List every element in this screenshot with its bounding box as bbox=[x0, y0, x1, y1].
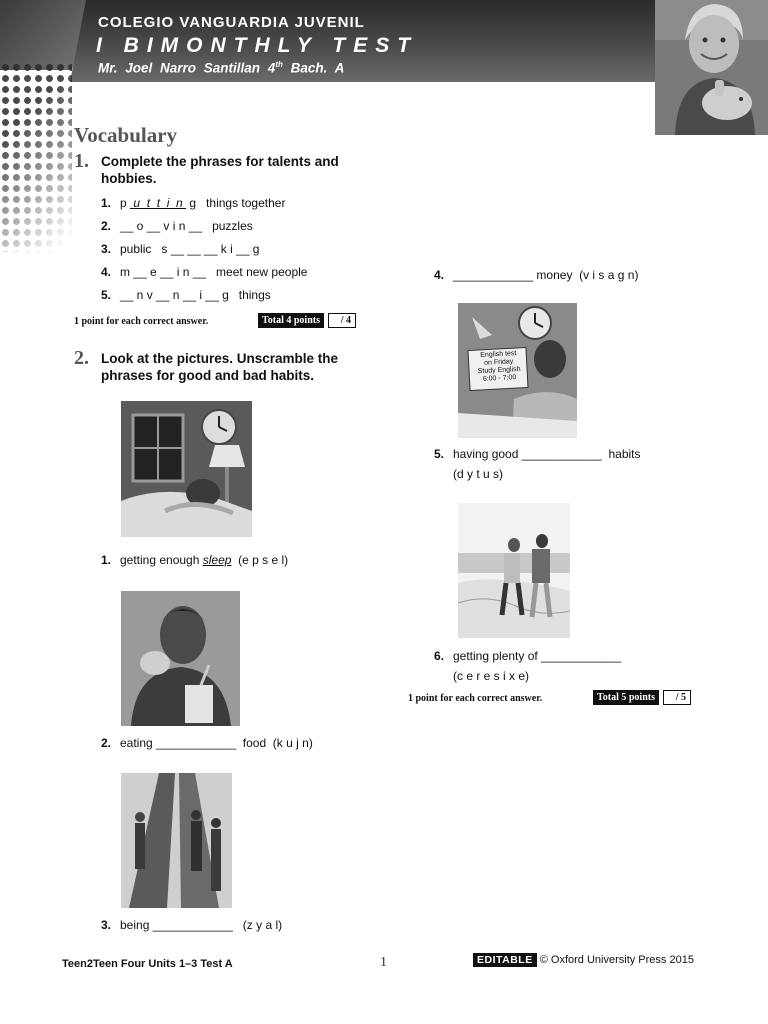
question-2-number: 2. bbox=[74, 347, 89, 369]
q2-total-score: / 5 bbox=[663, 690, 691, 705]
q2-points-note: 1 point for each correct answer. bbox=[408, 693, 543, 704]
footer-copyright bbox=[473, 953, 694, 967]
editable-badge: EDITABLE bbox=[473, 953, 537, 967]
study-sign-text: English test on Friday Study English 6:00 - 7:00 bbox=[477, 350, 521, 383]
q2-total-label: Total 5 points bbox=[593, 690, 659, 705]
copyright-text: © Oxford University Press 2015 bbox=[539, 954, 694, 966]
q2-item-6: 6. getting plenty of ____________ bbox=[434, 649, 622, 663]
test-title: I BIMONTHLY TEST bbox=[96, 34, 419, 57]
q1-total bbox=[258, 313, 356, 328]
boy-eating-image bbox=[121, 591, 240, 726]
section-title: Vocabulary bbox=[74, 123, 178, 147]
couple-running-image bbox=[458, 503, 570, 638]
teacher-line: Mr. Joel Narro Santillan 4th Bach. A bbox=[98, 60, 345, 76]
question-1-number: 1. bbox=[74, 150, 89, 172]
q1-item-1-answer: u t t i n bbox=[130, 196, 187, 210]
sleeping-girl-image bbox=[121, 401, 252, 537]
q1-total-label: Total 4 points bbox=[258, 313, 324, 328]
footer-book-title: Teen2Teen Four Units 1–3 Test A bbox=[62, 958, 233, 970]
question-1-prompt: Complete the phrases for talents and hobbies. bbox=[101, 154, 339, 186]
q1-item-1: 1. p u t t i n g things together bbox=[101, 196, 286, 210]
q2-item-2: 2. eating ____________ food (k u j n) bbox=[101, 736, 313, 750]
school-name: COLEGIO VANGUARDIA JUVENIL bbox=[98, 14, 365, 31]
question-2-prompt: Look at the pictures. Unscramble the phrases for good and bad habits. bbox=[101, 351, 339, 383]
header-boy-piggybank-image bbox=[655, 0, 768, 135]
q2-item-5: 5. having good ____________ habits bbox=[434, 447, 641, 461]
q2-item-4: 4. ____________ money (v i s a g n) bbox=[434, 268, 639, 282]
q2-item-6-letters: (c e r e s i x e) bbox=[453, 669, 530, 683]
halftone-decoration bbox=[0, 62, 72, 252]
q1-item-2: 2. __ o __ v i n __ puzzles bbox=[101, 219, 253, 233]
q2-item-1-answer: sleep bbox=[202, 553, 232, 567]
q2-item-1: 1. getting enough sleep (e p s e l) bbox=[101, 553, 289, 567]
q1-total-score: / 4 bbox=[328, 313, 356, 328]
escalator-image bbox=[121, 773, 232, 908]
q1-item-5: 5. __ n v __ n __ i __ g things bbox=[101, 288, 271, 302]
q2-item-3: 3. being ____________ (z y a l) bbox=[101, 918, 283, 932]
q1-item-3: 3. public s __ __ __ k i __ g bbox=[101, 242, 260, 256]
q2-total bbox=[593, 690, 691, 705]
q1-item-4: 4. m __ e __ i n __ meet new people bbox=[101, 265, 308, 279]
q1-points-note: 1 point for each correct answer. bbox=[74, 316, 209, 327]
q2-item-5-letters: (d y t u s) bbox=[453, 467, 504, 481]
page-number: 1 bbox=[380, 955, 387, 970]
